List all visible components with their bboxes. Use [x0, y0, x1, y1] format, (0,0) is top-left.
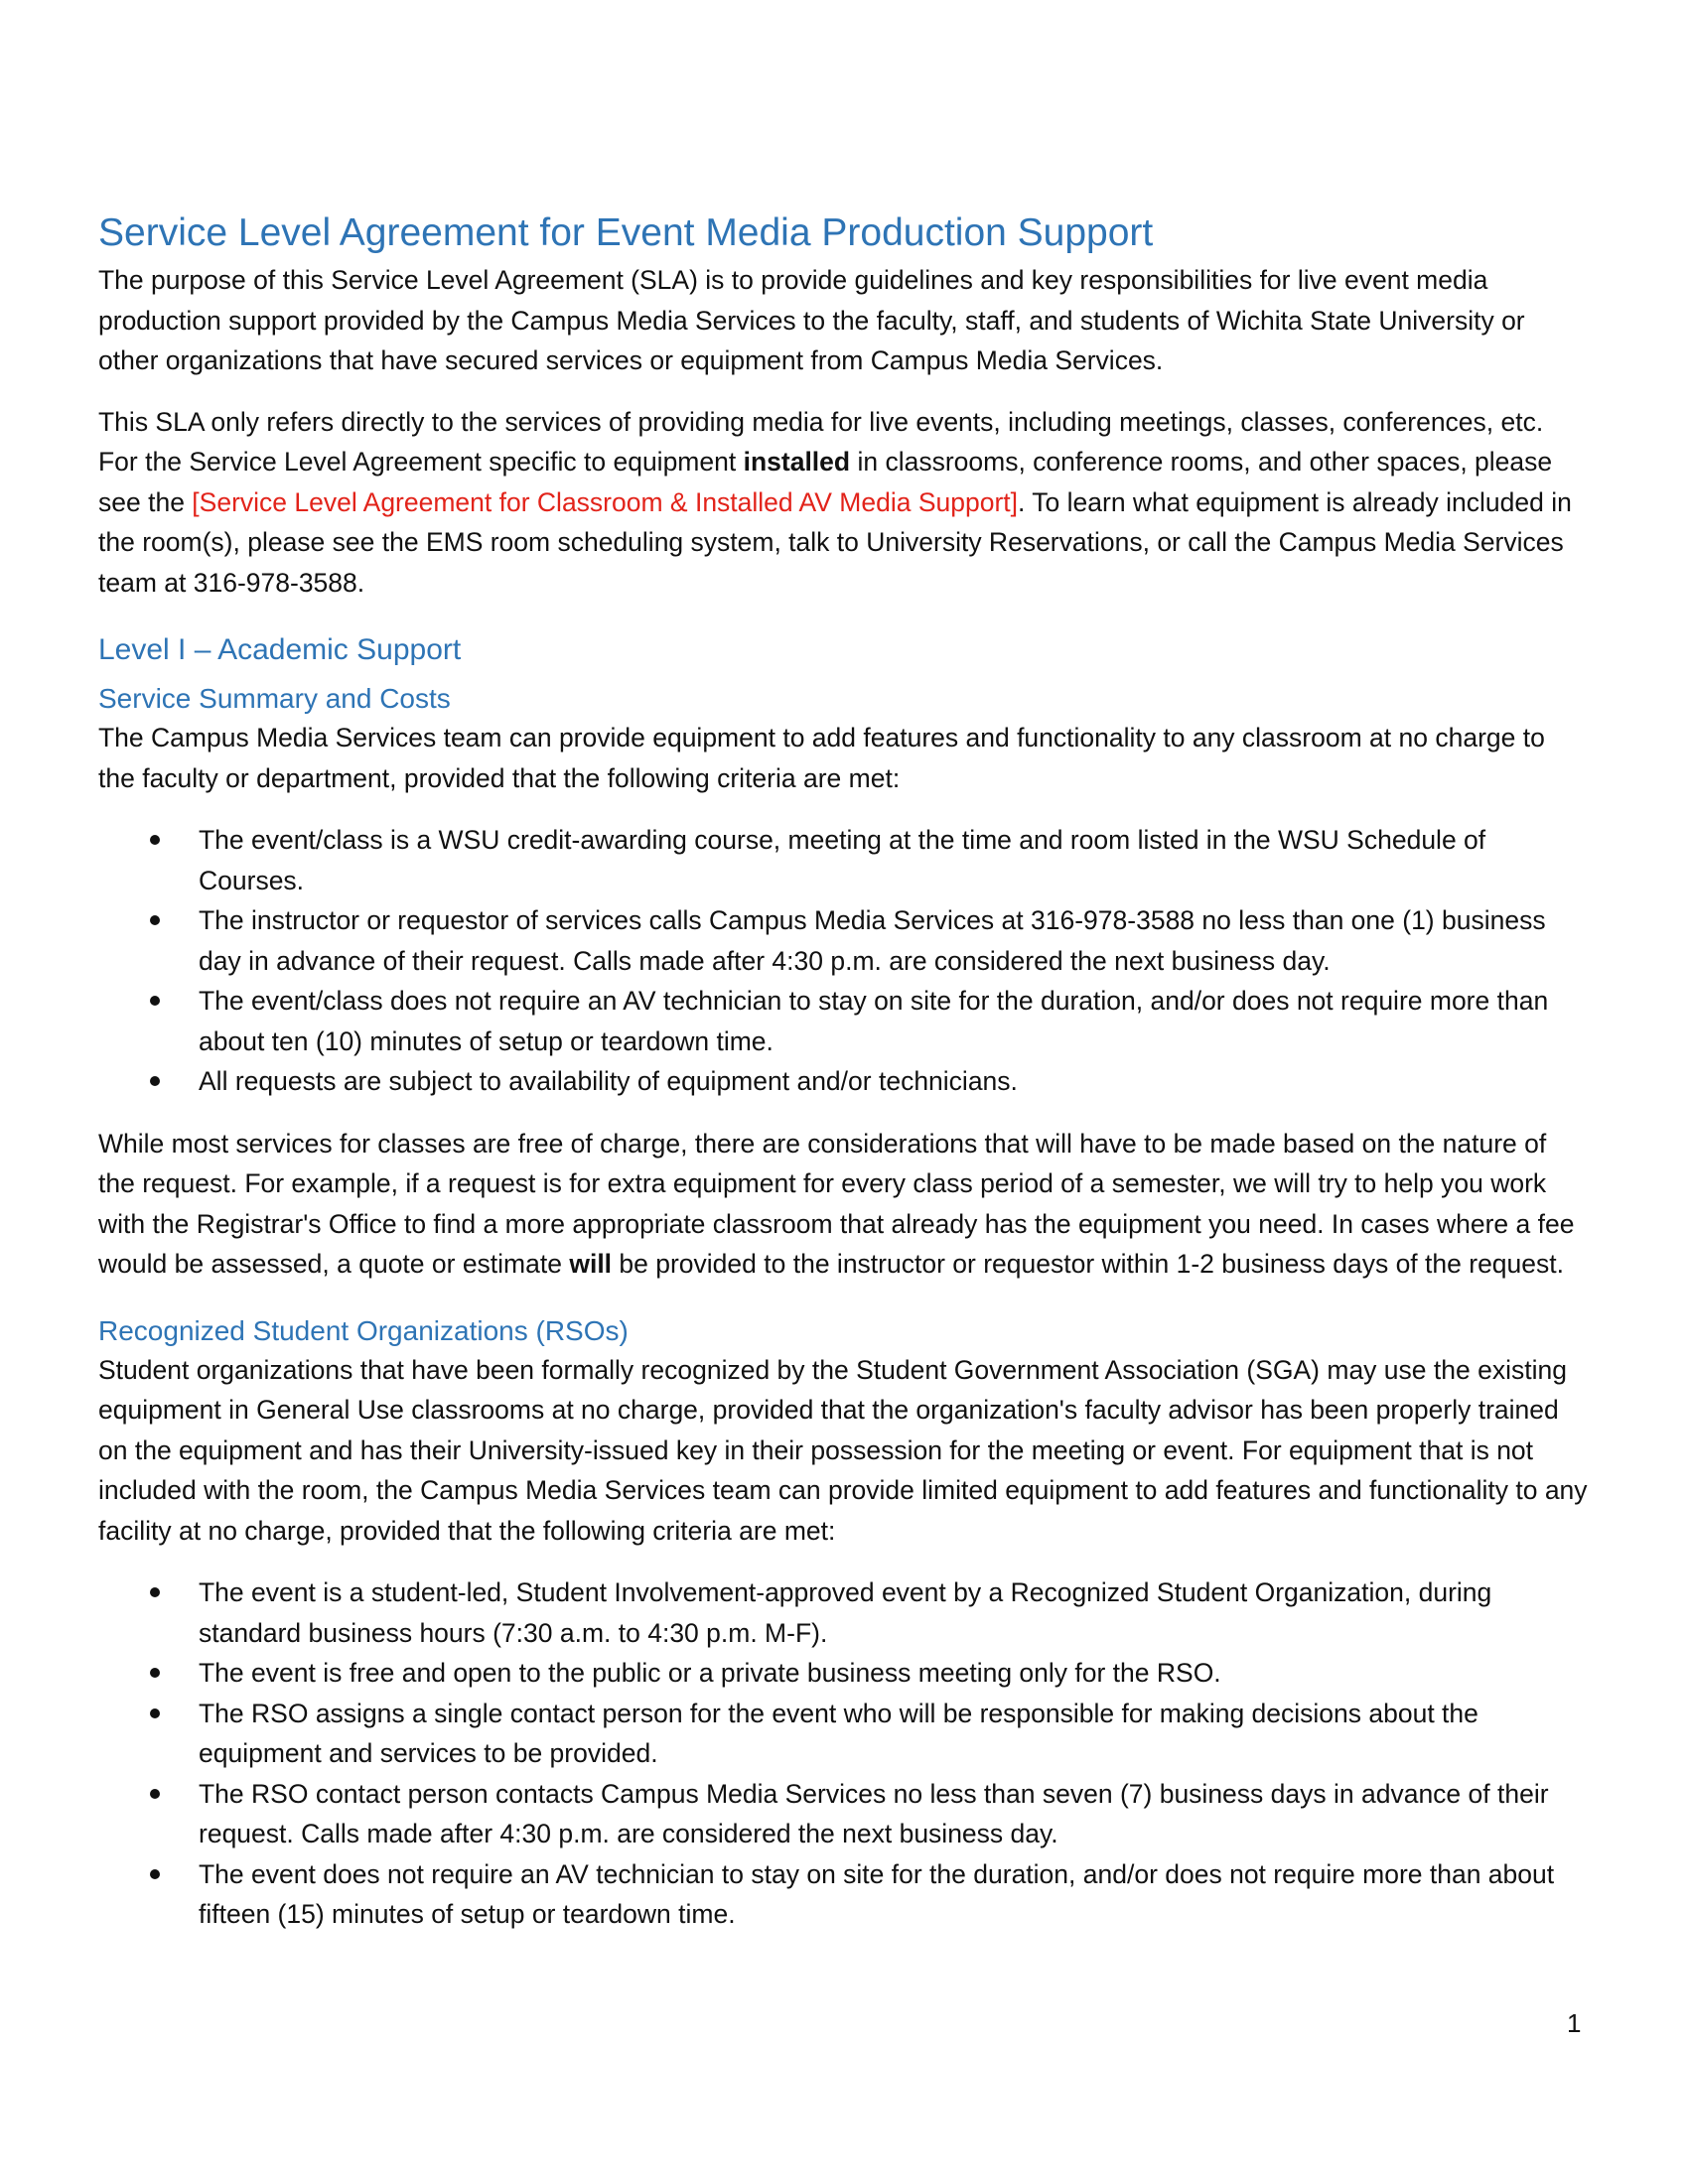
fee-note-text-a: While most services for classes are free of charge, there are considerations that will have to be made based on the nature of the request. For example, if a request is for extra equipment for every class period of a semester, we will try to help you work with the Registrar's Office to find a more appropriate classroom that already has the equipment you need. In cases where a fee would be assessed, a quote or estimate	[98, 1128, 1575, 1279]
list-item	[98, 1854, 1588, 1935]
list-item	[98, 820, 1588, 900]
service-summary-heading: Service Summary and Costs	[98, 683, 451, 714]
level-1-heading: Level I – Academic Support	[98, 633, 462, 666]
bullet-icon	[150, 835, 160, 845]
criteria-text: The instructor or requestor of services calls Campus Media Services at 316-978-3588 no less than one (1) business day in advance of their request. Calls made after 4:30 p.m. are considered the next business day.	[199, 905, 1546, 976]
bullet-icon	[150, 996, 160, 1006]
document-page	[98, 206, 1588, 1957]
academic-criteria-list	[98, 820, 1588, 1102]
criteria-text: All requests are subject to availability of equipment and/or technicians.	[199, 1066, 1018, 1096]
bullet-icon	[150, 1668, 160, 1678]
intro-paragraph-1: The purpose of this Service Level Agreement (SLA) is to provide guidelines and key responsibilities for live event media production support provided by the Campus Media Services to the faculty, staff, and students of Wichita State University or other organizations that have secured services or equipment from Campus Media Services.	[98, 265, 1525, 375]
rso-criteria-list	[98, 1572, 1588, 1935]
list-item	[98, 1061, 1588, 1102]
rso-heading: Recognized Student Organizations (RSOs)	[98, 1314, 629, 1346]
criteria-text: The event/class does not require an AV technician to stay on site for the duration, and/or does not require more than about ten (10) minutes of setup or teardown time.	[199, 986, 1549, 1056]
list-item	[98, 981, 1588, 1061]
criteria-text: The RSO assigns a single contact person for the event who will be responsible for making decisions about the equipment and services to be provided.	[199, 1698, 1478, 1768]
intro-paragraph-2	[98, 402, 1588, 604]
fee-note-text-b: be provided to the instructor or requestor within 1-2 business days of the request.	[612, 1249, 1564, 1279]
list-item	[98, 1694, 1588, 1774]
criteria-text: The event is a student-led, Student Involvement-approved event by a Recognized Student Organization, during standard business hours (7:30 a.m. to 4:30 p.m. M-F).	[199, 1577, 1492, 1648]
list-item	[98, 1774, 1588, 1854]
bullet-icon	[150, 1708, 160, 1718]
list-item	[98, 1572, 1588, 1653]
bullet-icon	[150, 1869, 160, 1879]
list-item	[98, 900, 1588, 981]
bullet-icon	[150, 1076, 160, 1086]
will-emphasis: will	[569, 1249, 613, 1279]
criteria-text: The event does not require an AV technician to stay on site for the duration, and/or does not require more than about fifteen (15) minutes of setup or teardown time.	[199, 1858, 1555, 1929]
bullet-icon	[150, 1587, 160, 1597]
intro-p2-text-c: . To learn what equipment is already included in the room(s), please see the EMS room scheduling system, talk to University Reservations, or call the Campus Media Services team at 316-978-3588.	[98, 486, 1572, 598]
criteria-text: The event is free and open to the public or a private business meeting only for the RSO.	[199, 1658, 1221, 1688]
intro-p2-text-a: This SLA only refers directly to the services of providing media for live events, including meetings, classes, conferences, etc. For the Service Level Agreement specific to equipment	[98, 406, 1544, 477]
installed-emphasis: installed	[743, 447, 851, 477]
fee-note-paragraph	[98, 1124, 1588, 1285]
document-title: Service Level Agreement for Event Media Production Support	[98, 211, 1154, 254]
service-summary-text: The Campus Media Services team can provide equipment to add features and functionality to any classroom at no charge to the faculty or department, provided that the following criteria are met:	[98, 723, 1545, 793]
bullet-icon	[150, 1789, 160, 1799]
criteria-text: The event/class is a WSU credit-awarding course, meeting at the time and room listed in the WSU Schedule of Courses.	[199, 825, 1486, 895]
classroom-sla-link[interactable]: [Service Level Agreement for Classroom & Installed AV Media Support]	[192, 486, 1019, 517]
page-number: 1	[1567, 2008, 1582, 2038]
intro-p2-text-b: in classrooms, conference rooms, and other spaces, please see the	[98, 447, 1553, 517]
list-item	[98, 1653, 1588, 1694]
criteria-text: The RSO contact person contacts Campus Media Services no less than seven (7) business days in advance of their request. Calls made after 4:30 p.m. are considered the next business day.	[199, 1778, 1549, 1848]
bullet-icon	[150, 915, 160, 925]
rso-text: Student organizations that have been formally recognized by the Student Government Association (SGA) may use the existing equipment in General Use classrooms at no charge, provided that the organization's faculty advisor has been properly trained on the equipment and has their University-issued key in their possession for the meeting or event. For equipment that is not included with the room, the Campus Media Services team can provide limited equipment to add features and functionality to any facility at no charge, provided that the following criteria are met:	[98, 1354, 1588, 1546]
